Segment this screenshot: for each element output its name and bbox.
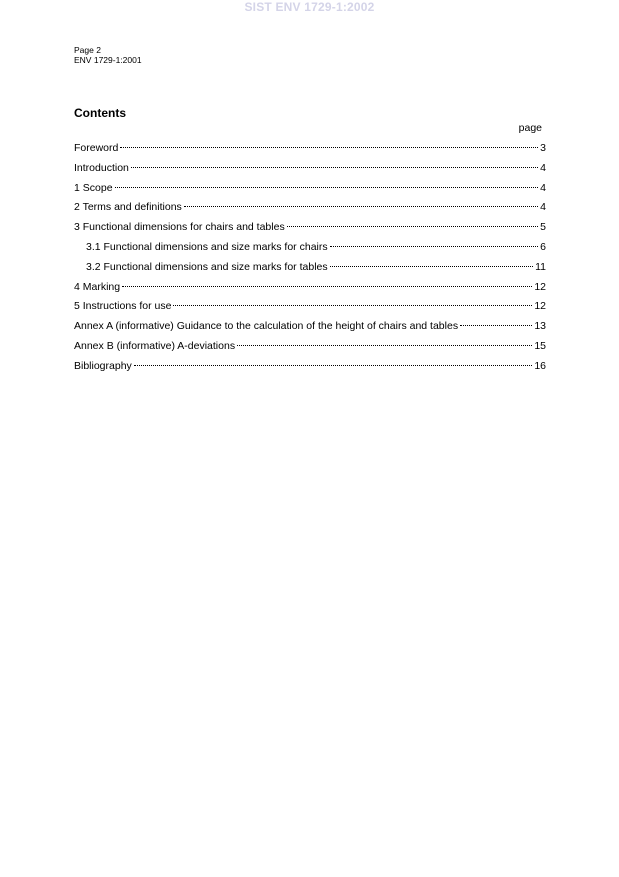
- page-number-line: Page 2: [74, 45, 101, 55]
- toc-entry-tables[interactable]: [74, 259, 546, 279]
- toc-dot-leader: [330, 266, 533, 267]
- toc-entry-introduction[interactable]: [74, 160, 546, 180]
- watermark: SIST ENV 1729-1:2002: [244, 0, 375, 14]
- toc-dot-leader: [287, 226, 538, 227]
- toc-dot-leader: [134, 365, 533, 366]
- toc-entry-annex-b[interactable]: [74, 338, 546, 358]
- toc-entry-title: Bibliography: [74, 359, 132, 372]
- page-column-label: page: [518, 122, 542, 134]
- toc-entry-page: 11: [535, 260, 546, 273]
- toc-dot-leader: [184, 206, 538, 207]
- toc-entry-title: 1 Scope: [74, 181, 113, 194]
- toc-entry-page: 6: [540, 240, 546, 253]
- toc-entry-chairs[interactable]: [74, 239, 546, 259]
- toc-entry-page: 4: [540, 201, 546, 214]
- toc-entry-page: 5: [540, 221, 546, 234]
- contents-title: Contents: [74, 106, 126, 120]
- toc-entry-page: 12: [534, 300, 546, 313]
- toc-entry-title: 2 Terms and definitions: [74, 201, 182, 214]
- toc-dot-leader: [115, 187, 539, 188]
- toc-entry-title: Introduction: [74, 161, 129, 174]
- toc-entry-page: 12: [534, 280, 546, 293]
- toc-entry-page: 3: [540, 142, 546, 154]
- page-header: [74, 45, 142, 65]
- toc-entry-page: 4: [540, 161, 546, 174]
- toc-entry-page: 4: [540, 181, 546, 194]
- toc-dot-leader: [330, 246, 539, 247]
- toc-dot-leader: [173, 305, 532, 306]
- toc-entry-page: 13: [534, 320, 546, 333]
- toc-entry-bibliography[interactable]: [74, 358, 546, 378]
- toc-entry-page: 15: [534, 339, 546, 352]
- document-id: ENV 1729-1:2001: [74, 55, 142, 65]
- toc-dot-leader: [122, 286, 532, 287]
- toc-entry-title: 3.1 Functional dimensions and size marks for chairs: [86, 240, 328, 253]
- toc-dot-leader: [120, 147, 538, 148]
- toc-dot-leader: [131, 167, 538, 168]
- toc-dot-leader: [460, 325, 532, 326]
- toc-entry-title: Annex B (informative) A-deviations: [74, 339, 236, 352]
- toc-entry-scope[interactable]: [74, 180, 546, 200]
- toc-entry-title: 5 Instructions for use: [74, 300, 172, 313]
- toc-entry-title: 3 Functional dimensions for chairs and tables: [74, 221, 285, 234]
- toc-entry-marking[interactable]: [74, 279, 546, 299]
- toc-dot-leader: [237, 345, 532, 346]
- toc-entry-title: 4 Marking: [74, 280, 121, 293]
- toc-entry-functional-dimensions[interactable]: [74, 219, 546, 239]
- table-of-contents: [74, 140, 546, 378]
- toc-entry-title: Annex A (informative) Guidance to the calculation of the height of chairs and tables: [74, 320, 459, 333]
- toc-entry-page: 16: [534, 359, 546, 372]
- toc-entry-terms-and-definitions[interactable]: [74, 199, 546, 219]
- toc-entry-annex-a[interactable]: [74, 318, 546, 338]
- toc-entry-title: Foreword: [74, 142, 119, 154]
- toc-entry-foreword[interactable]: [74, 140, 546, 160]
- toc-entry-title: 3.2 Functional dimensions and size marks for tables: [86, 260, 328, 273]
- toc-entry-instructions-for-use[interactable]: [74, 298, 546, 318]
